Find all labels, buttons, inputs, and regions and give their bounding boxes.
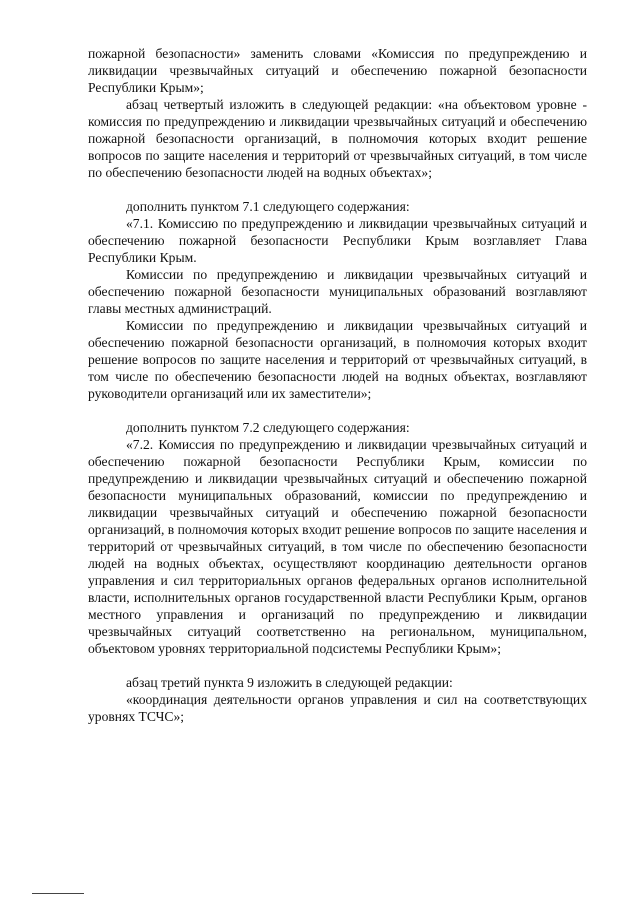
paragraph-paragraph-four: абзац четвертый изложить в следующей редакции: «на объектовом уровне - комиссия по предупреждению и ликвидации чрезвычайных ситуаций и обеспечению пожарной безопасности организаций, в полномочия которых входит решение вопросов по защите населения и территорий от чрезвычайных ситуаций, в том числе по обеспечению безопасности людей на водных объектах»; (88, 97, 587, 180)
footnote-divider (32, 893, 84, 894)
document-body (88, 45, 587, 725)
paragraph-point-9-intro: абзац третий пункта 9 изложить в следующей редакции: (126, 675, 453, 690)
paragraph-point-9-text: «координация деятельности органов управления и сил на соответствующих уровнях ТСЧС»; (88, 692, 587, 724)
paragraph-add-7-2-intro: дополнить пунктом 7.2 следующего содержания: (126, 420, 410, 435)
paragraph-7-1-head: «7.1. Комиссию по предупреждению и ликвидации чрезвычайных ситуаций и обеспечению пожарной безопасности Республики Крым возглавляет Глава Республики Крым. (88, 216, 587, 265)
paragraph-7-2-body: «7.2. Комиссия по предупреждению и ликвидации чрезвычайных ситуаций и обеспечению пожарной безопасности Республики Крым, комиссии по предупреждению и ликвидации чрезвычайных ситуаций и обеспечению пожарной безопасности муниципальных образований, комиссии по предупреждению и ликвидации чрезвычайных ситуаций и обеспечению пожарной безопасности организаций, в полномочия которых входит решение вопросов по защите населения и территорий от чрезвычайных ситуаций, в том числе по обеспечению безопасности людей на водных объектах, осуществляют координацию деятельности органов управления и сил территориальных органов федеральных органов исполнительной власти, исполнительных органов государственной власти Республики Крым, органов местного управления и организаций по предупреждению и ликвидации чрезвычайных ситуаций соответственно на региональном, муниципальном, объектовом уровнях территориальной подсистемы Республики Крым»; (88, 437, 587, 656)
paragraph-7-1-organizations: Комиссии по предупреждению и ликвидации чрезвычайных ситуаций и обеспечению пожарной безопасности организаций, в полномочия которых входит решение вопросов по защите населения и территорий от чрезвычайных ситуаций, в том числе по обеспечению безопасности людей на водных объектах, возглавляют руководители организаций или их заместители»; (88, 318, 587, 401)
paragraph-add-7-1-intro: дополнить пунктом 7.1 следующего содержания: (126, 199, 410, 214)
paragraph-continuation: пожарной безопасности» заменить словами «Комиссия по предупреждению и ликвидации чрезвычайных ситуаций и обеспечению пожарной безопасности Республики Крым»; (88, 46, 587, 95)
paragraph-7-1-municipal: Комиссии по предупреждению и ликвидации чрезвычайных ситуаций и обеспечению пожарной безопасности муниципальных образований возглавляют главы местных администраций. (88, 267, 587, 316)
